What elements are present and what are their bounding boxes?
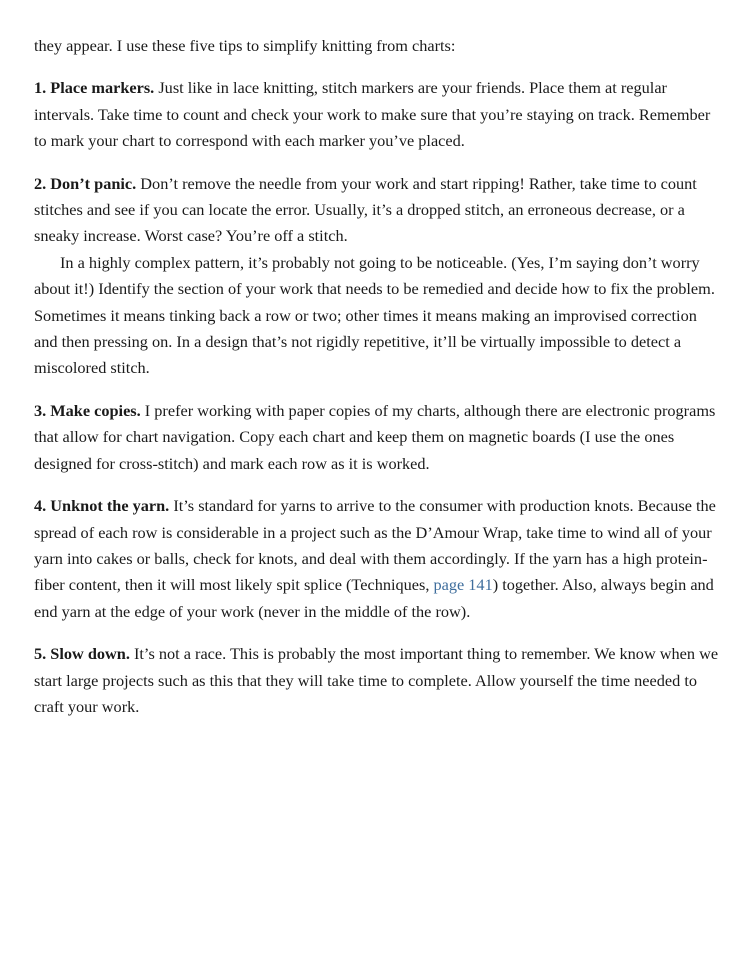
tip-title: 2. Don’t panic. <box>34 173 137 193</box>
intro-text: they appear. I use these five tips to simplify knitting from charts: <box>34 36 456 55</box>
tip-title: 4. Unknot the yarn. <box>34 496 170 516</box>
intro-paragraph <box>34 33 724 59</box>
tip-title: 3. Make copies. <box>34 400 141 420</box>
tip-body: In a highly complex pattern, it’s probably not going to be noticeable. (Yes, I’m saying don’t worry about it!) Identify the section of your work that needs to be remedied and decide how to fix the problem. Sometimes it means tinking back a row or two; other times it means making an improvised correction and then pressing on. In a design that’s not rigidly repetitive, it’ll be virtually impossible to detect a miscolored stitch. <box>34 252 715 378</box>
tip-unknot-yarn <box>34 493 724 625</box>
tip-title: 5. Slow down. <box>34 644 130 664</box>
tip-make-copies <box>34 398 724 477</box>
tip-dont-panic <box>34 171 724 250</box>
tip-dont-panic-continuation <box>34 250 724 382</box>
tip-body: Just like in lace knitting, stitch markers are your friends. Place them at regular intervals. Take time to count and check your work to make sure that you’re staying on track. Remember to mark your chart to correspond with each marker you’ve placed. <box>34 78 711 151</box>
tip-title: 1. Place markers. <box>34 78 155 98</box>
tip-slow-down <box>34 641 724 720</box>
tip-body: Don’t remove the needle from your work and start ripping! Rather, take time to count stitches and see if you can locate the error. Usually, it’s a dropped stitch, an erroneous decrease, or a sneaky increase. Worst case? You’re off a stitch. <box>34 173 697 246</box>
page-content <box>34 33 724 720</box>
tip-body: It’s not a race. This is probably the most important thing to remember. We know when we start large projects such as this that they will take time to complete. Allow yourself the time needed to craft your work. <box>34 644 719 716</box>
tip-body: ) together. Also, always begin and end yarn at the edge of your work (never in the middle of the row). <box>34 575 714 621</box>
tip-body: I prefer working with paper copies of my charts, although there are electronic programs that allow for chart navigation. Copy each chart and keep them on magnetic boards (I use the ones designed for cross-stitch) and mark each row as it is worked. <box>34 400 716 473</box>
tip-place-markers <box>34 75 724 154</box>
tip-body: It’s standard for yarns to arrive to the consumer with production knots. Because the spread of each row is considerable in a project such as the D’Amour Wrap, take time to wind all of your yarn into cakes or balls, check for knots, and deal with them accordingly. If the yarn has a high protein-fiber content, then it will most likely spit splice (Techniques, <box>34 496 716 595</box>
techniques-page-link[interactable]: page 141 <box>433 575 493 595</box>
